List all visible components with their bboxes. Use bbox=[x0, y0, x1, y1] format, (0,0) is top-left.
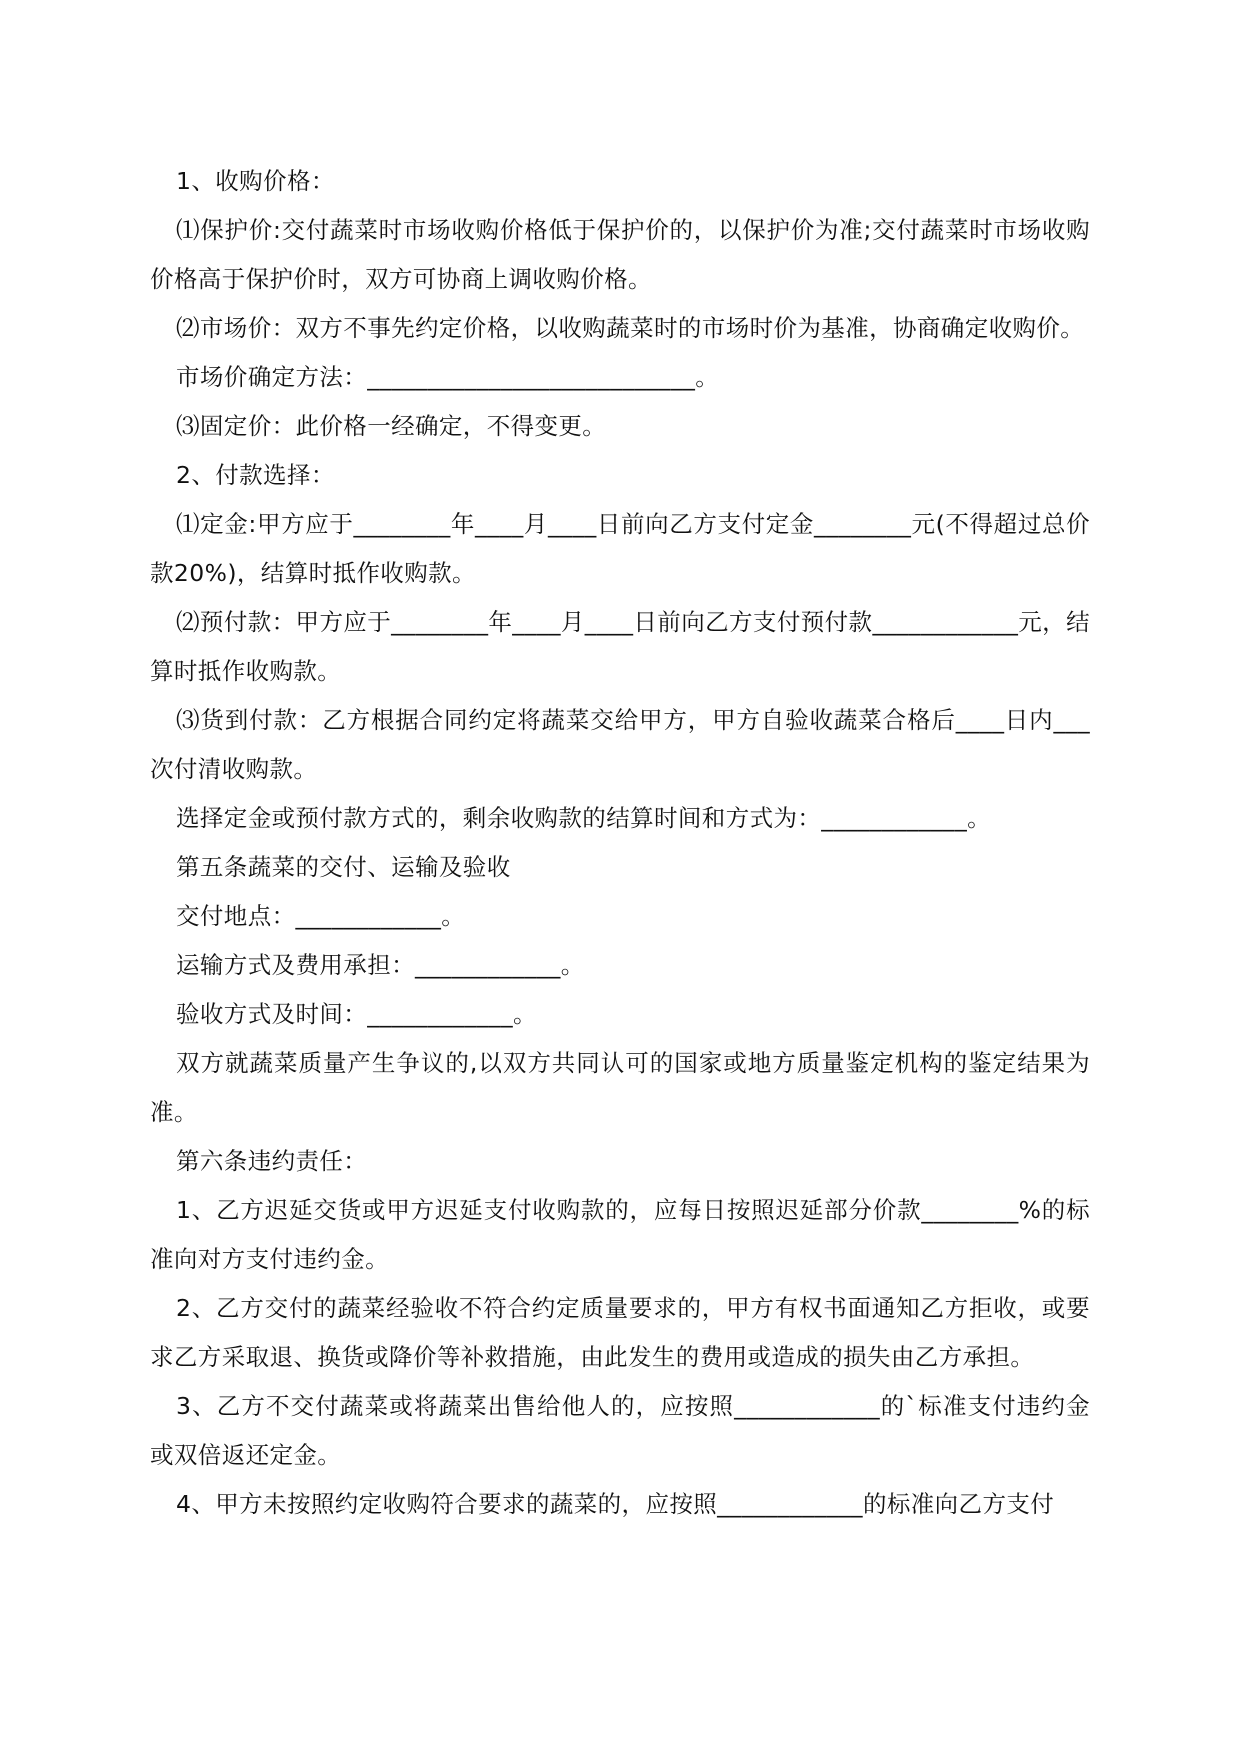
paragraph-protection-price: ⑴保护价:交付蔬菜时市场收购价格低于保护价的，以保护价为准;交付蔬菜时市场收购价格高于保护价时，双方可协商上调收购价格。 bbox=[150, 216, 1090, 293]
paragraph-quality-dispute: 双方就蔬菜质量产生争议的,以双方共同认可的国家或地方质量鉴定机构的鉴定结果为准。 bbox=[150, 1049, 1090, 1126]
paragraph-non-delivery: 3、乙方不交付蔬菜或将蔬菜出售给他人的，应按照____________的`标准支付违约金或双倍返还定金。 bbox=[150, 1392, 1090, 1469]
paragraph-quality-nonconformity: 2、乙方交付的蔬菜经验收不符合约定质量要求的，甲方有权书面通知乙方拒收，或要求乙方采取退、换货或降价等补救措施，由此发生的费用或造成的损失由乙方承担。 bbox=[150, 1294, 1090, 1371]
paragraph-inspection: 验收方式及时间：____________。 bbox=[176, 1000, 537, 1028]
paragraph-article-6-heading: 第六条违约责任： bbox=[176, 1147, 368, 1175]
paragraph-purchase-price-heading: 1、收购价格： bbox=[176, 167, 335, 195]
paragraph-market-price: ⑵市场价：双方不事先约定价格，以收购蔬菜时的市场时价为基准，协商确定收购价。 bbox=[176, 314, 1085, 342]
paragraph-transport: 运输方式及费用承担：____________。 bbox=[176, 951, 585, 979]
paragraph-deposit: ⑴定金:甲方应于________年____月____日前向乙方支付定金________元(不得超过总价款20%)，结算时抵作收购款。 bbox=[150, 510, 1090, 587]
paragraph-delivery-location: 交付地点：____________。 bbox=[176, 902, 466, 930]
paragraph-fixed-price: ⑶固定价：此价格一经确定，不得变更。 bbox=[176, 412, 607, 440]
paragraph-cash-on-delivery: ⑶货到付款：乙方根据合同约定将蔬菜交给甲方，甲方自验收蔬菜合格后____日内___次付清收购款。 bbox=[150, 706, 1090, 783]
paragraph-payment-heading: 2、付款选择： bbox=[176, 461, 335, 489]
paragraph-buyer-breach: 4、甲方未按照约定收购符合要求的蔬菜的，应按照____________的标准向乙方支付 bbox=[176, 1490, 1055, 1518]
contract-text bbox=[150, 157, 1090, 1529]
paragraph-market-price-method: 市场价确定方法：___________________________。 bbox=[176, 363, 720, 391]
paragraph-late-delivery: 1、乙方迟延交货或甲方迟延支付收购款的，应每日按照迟延部分价款________%的标准向对方支付违约金。 bbox=[150, 1196, 1090, 1273]
paragraph-article-5-heading: 第五条蔬菜的交付、运输及验收 bbox=[176, 853, 511, 881]
paragraph-remaining-settlement: 选择定金或预付款方式的，剩余收购款的结算时间和方式为：____________。 bbox=[176, 804, 991, 832]
paragraph-prepayment: ⑵预付款：甲方应于________年____月____日前向乙方支付预付款____________元，结算时抵作收购款。 bbox=[150, 608, 1090, 685]
